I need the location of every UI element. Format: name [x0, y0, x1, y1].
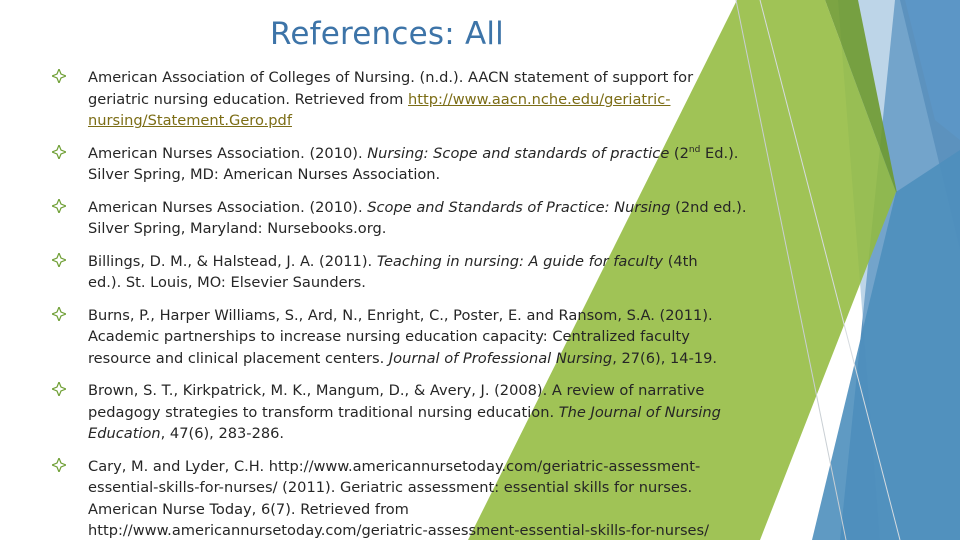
reference-text: geriatric nursing education. Retrieved from	[88, 90, 409, 108]
reference-line	[88, 499, 792, 521]
reference-text: Silver Spring, Maryland: Nursebooks.org.	[88, 220, 387, 238]
reference-text: Burns, P., Harper Williams, S., Ard, N., Enright, C., Poster, E. and Ransom, S.A. (2011).	[88, 306, 713, 324]
reference-text: Cary, M. and Lyder, C.H. http://www.americannursetoday.com/geriatric-assessment-	[88, 457, 701, 475]
reference-item	[52, 380, 792, 445]
reference-line	[88, 456, 792, 478]
reference-italic-text: Nursing: Scope and standards of practice	[367, 144, 670, 162]
reference-text: Silver Spring, MD: American Nurses Association.	[88, 166, 441, 184]
reference-text: , 47(6), 283-286.	[160, 425, 285, 443]
reference-text: (2nd ed.).	[670, 198, 747, 216]
reference-line	[88, 89, 792, 111]
reference-italic-text: Teaching in nursing: A guide for faculty	[376, 252, 664, 270]
reference-line	[88, 197, 792, 219]
reference-text: (4th	[663, 252, 698, 270]
diamond-bullet-icon	[52, 382, 66, 396]
reference-line	[88, 218, 792, 240]
reference-superscript: nd	[688, 144, 701, 155]
reference-line	[88, 164, 792, 186]
reference-line	[88, 67, 792, 89]
reference-text: Billings, D. M., & Halstead, J. A. (2011).	[88, 252, 377, 270]
reference-text: American Nurses Association. (2010).	[88, 198, 368, 216]
reference-italic-text: Scope and Standards of Practice: Nursing	[367, 198, 671, 216]
reference-item	[52, 67, 792, 132]
reference-line	[88, 348, 792, 370]
reference-line	[88, 143, 792, 165]
diamond-bullet-icon	[52, 199, 66, 213]
reference-text: Brown, S. T., Kirkpatrick, M. K., Mangum, D., & Avery, J. (2008). A review of narrative	[88, 382, 705, 400]
diamond-bullet-icon	[52, 69, 66, 83]
diamond-bullet-icon	[52, 145, 66, 159]
reference-text: American Association of Colleges of Nursing. (n.d.). AACN statement of support for	[88, 69, 694, 86]
reference-text: (2	[669, 144, 689, 162]
reference-text: pedagogy strategies to transform traditional nursing education.	[88, 403, 559, 421]
slide-title: References: All	[270, 16, 504, 52]
reference-item	[52, 305, 792, 370]
reference-text: http://www.americannursetoday.com/geriatric-assessment-essential-skills-for-nurses/	[88, 522, 710, 540]
reference-line	[88, 380, 792, 402]
reference-text: American Nurse Today, 6(7). Retrieved from	[88, 500, 409, 518]
reference-text: American Nurses Association. (2010).	[88, 144, 368, 162]
reference-link[interactable]: nursing/Statement.Gero.pdf	[88, 112, 292, 130]
reference-text: Ed.).	[700, 144, 739, 162]
reference-text: , 27(6), 14-19.	[612, 349, 718, 367]
reference-line	[88, 477, 792, 499]
reference-link[interactable]: http://www.aacn.nche.edu/geriatric-	[408, 90, 671, 108]
reference-text: ed.). St. Louis, MO: Elsevier Saunders.	[88, 274, 366, 292]
reference-item	[52, 251, 792, 294]
reference-text: Academic partnerships to increase nursing education capacity: Centralized faculty	[88, 328, 690, 346]
reference-line	[88, 423, 792, 445]
reference-item	[52, 197, 792, 240]
reference-item	[52, 143, 792, 186]
reference-line	[88, 110, 792, 132]
reference-line	[88, 402, 792, 424]
reference-line	[88, 520, 792, 540]
reference-italic-text: The Journal of Nursing	[558, 403, 721, 421]
reference-line	[88, 326, 792, 348]
reference-item	[52, 456, 792, 540]
reference-text: essential-skills-for-nurses/ (2011). Geriatric assessment: essential skills for nurses.	[88, 479, 693, 497]
diamond-bullet-icon	[52, 253, 66, 267]
reference-italic-text: Education	[88, 425, 161, 443]
reference-italic-text: Journal of Professional Nursing	[388, 349, 613, 367]
reference-list	[52, 67, 792, 540]
reference-line	[88, 305, 792, 327]
reference-text: resource and clinical placement centers.	[88, 349, 389, 367]
diamond-bullet-icon	[52, 307, 66, 321]
reference-line	[88, 272, 792, 294]
diamond-bullet-icon	[52, 458, 66, 472]
reference-line	[88, 251, 792, 273]
